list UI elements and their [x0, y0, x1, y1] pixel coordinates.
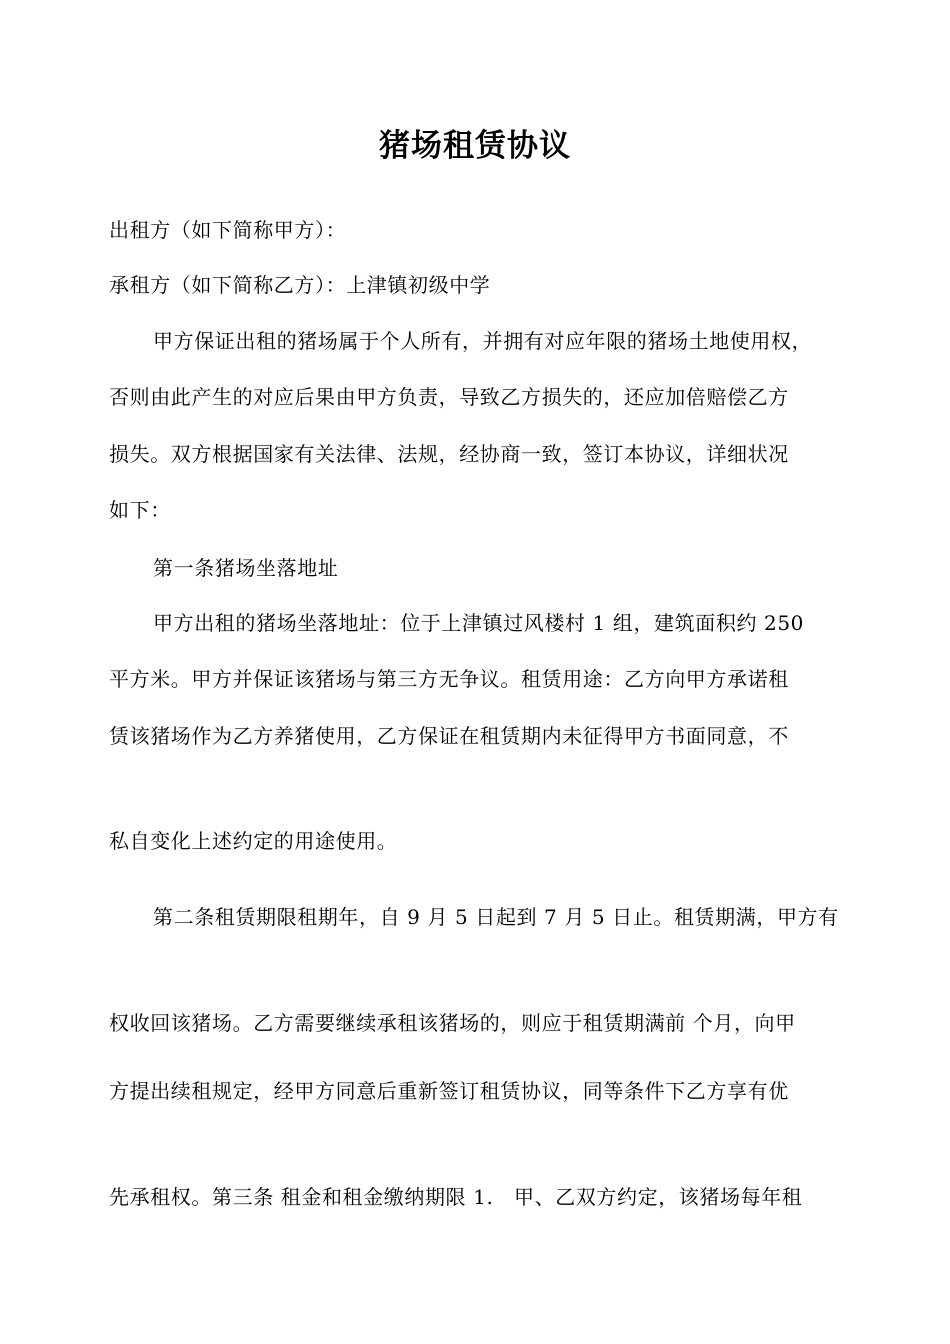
paragraph-line: 如下：: [109, 498, 171, 522]
paragraph-line: 私自变化上述约定的用途使用。: [109, 829, 398, 853]
paragraph-line: 损失。双方根据国家有关法律、法规，经协商一致，签订本协议，详细状况: [109, 442, 789, 466]
lessee-line: 承租方（如下简称乙方）：上津镇初级中学: [109, 273, 491, 297]
document-title: 猪场租赁协议: [379, 128, 571, 164]
paragraph-line: 先承租权。第三条 租金和租金缴纳期限 1. 甲、乙双方约定，该猪场每年租: [109, 1185, 803, 1209]
paragraph-line: 甲方出租的猪场坐落地址：位于上津镇过风楼村 1 组，建筑面积约 250: [153, 611, 804, 635]
lessor-line: 出租方（如下简称甲方）：: [109, 218, 347, 242]
paragraph-line: 赁该猪场作为乙方养猪使用，乙方保证在租赁期内未征得甲方书面同意，不: [109, 724, 789, 748]
paragraph-line: 平方米。甲方并保证该猪场与第三方无争议。租赁用途：乙方向甲方承诺租: [109, 667, 789, 691]
article-heading: 第一条猪场坐落地址: [153, 556, 339, 580]
paragraph-line: 权收回该猪场。乙方需要继续承租该猪场的，则应于租赁期满前 个月，向甲: [109, 1011, 796, 1035]
paragraph-line: 第二条租赁期限租期年，自 9 月 5 日起到 7 月 5 日止。租赁期满，甲方有: [153, 905, 839, 929]
paragraph-line: 方提出续租规定，经甲方同意后重新签订租赁协议，同等条件下乙方享有优: [109, 1079, 789, 1103]
paragraph-line: 甲方保证出租的猪场属于个人所有，并拥有对应年限的猪场土地使用权，: [153, 329, 813, 353]
paragraph-line: 否则由此产生的对应后果由甲方负责，导致乙方损失的，还应加倍赔偿乙方: [109, 385, 789, 409]
